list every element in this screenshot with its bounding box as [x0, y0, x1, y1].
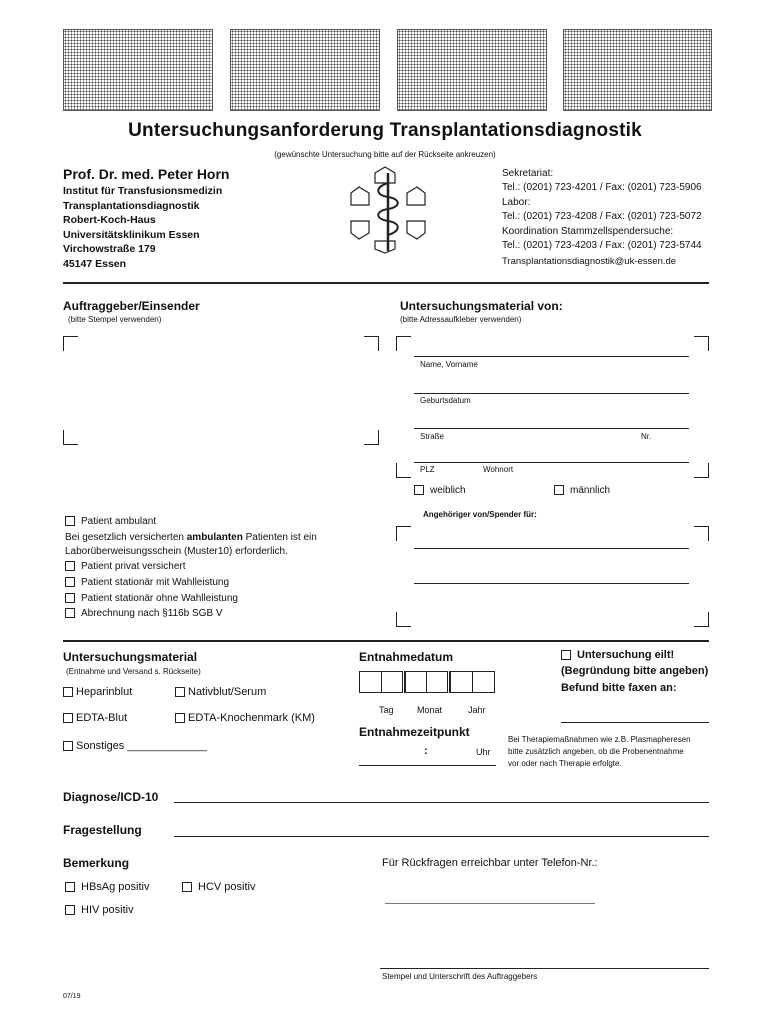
sonstiges-option[interactable]: [63, 740, 207, 752]
contact-line: Sekretariat:: [502, 168, 554, 179]
edta-option[interactable]: [63, 712, 127, 724]
female-label: weiblich: [430, 485, 466, 496]
hcv-label: HCV positiv: [198, 881, 256, 893]
billing-option[interactable]: [65, 608, 223, 619]
billing-note-text: Bei gesetzlich versicherten: [65, 532, 187, 543]
doctor-name: Prof. Dr. med. Peter Horn: [63, 166, 230, 182]
ambulant-option[interactable]: [65, 516, 156, 527]
ambulant-label: Patient ambulant: [81, 516, 157, 527]
date-divider: [472, 671, 473, 693]
divider: [63, 640, 709, 642]
icd-heading: Diagnose/ICD-10: [63, 790, 159, 804]
callback-label: Für Rückfragen erreichbar unter Telefon-Nr.:: [382, 857, 598, 869]
form-version: 07/19: [63, 993, 81, 1000]
billing-option-label: Patient stationär ohne Wahlleistung: [81, 593, 238, 604]
urgent-checkbox[interactable]: [561, 650, 571, 660]
address-line: 45147 Essen: [63, 257, 127, 270]
time-field[interactable]: [359, 765, 496, 766]
address-block: [63, 184, 222, 271]
uhr-label: Uhr: [476, 747, 491, 757]
signature-field[interactable]: [380, 968, 709, 969]
hiv-option[interactable]: [65, 904, 134, 916]
stamp-corner: [364, 430, 379, 445]
contact-line: Koordination Stammzellspendersuche:: [502, 225, 674, 237]
billing-note-line: Laborüberweisungsschein (Muster10) erforderlich.: [65, 546, 288, 557]
edta-km-checkbox[interactable]: [175, 713, 185, 723]
relative-corner: [396, 612, 411, 627]
hbsag-label: HBsAg positiv: [81, 881, 150, 893]
dob-field[interactable]: [414, 393, 689, 394]
urgent-fax: Befund bitte faxen an:: [561, 682, 677, 694]
edta-km-option[interactable]: [175, 712, 315, 724]
heparin-checkbox[interactable]: [63, 687, 73, 697]
plz-label: PLZ: [420, 465, 435, 474]
nativ-checkbox[interactable]: [175, 687, 185, 697]
page-title: Untersuchungsanforderung Transplantationsdiagnostik: [128, 120, 642, 141]
billing-option[interactable]: [65, 593, 238, 604]
label-corner: [396, 336, 411, 351]
hcv-checkbox[interactable]: [182, 882, 192, 892]
barcode-field-3: [397, 29, 547, 111]
remark-heading: Bemerkung: [63, 856, 130, 870]
male-label: männlich: [570, 485, 611, 496]
stamp-corner: [63, 336, 78, 351]
female-checkbox[interactable]: [414, 485, 424, 495]
urgent-label: Untersuchung eilt!: [577, 649, 675, 661]
page-subtitle: (gewünschte Untersuchung bitte auf der Rückseite ankreuzen): [274, 150, 496, 159]
time-colon: :: [424, 745, 428, 757]
label-corner: [694, 336, 709, 351]
therapy-note-line: Bei Therapiemaßnahmen wie z.B. Plasmapheresen: [508, 735, 691, 744]
sender-hint: (bitte Stempel verwenden): [68, 315, 162, 324]
heparin-option[interactable]: [63, 686, 132, 698]
billing-note: [65, 531, 317, 559]
date-divider: [426, 671, 427, 693]
address-line: Institut für Transfusionsmedizin: [63, 185, 223, 197]
hiv-checkbox[interactable]: [65, 905, 75, 915]
relative-label: Angehöriger von/Spender für:: [423, 510, 537, 519]
address-line: Virchowstraße 179: [63, 243, 156, 255]
contact-block: [502, 167, 702, 270]
question-heading: Fragestellung: [63, 823, 142, 837]
material-from-hint: (bitte Adressaufkleber verwenden): [400, 315, 522, 324]
stamp-corner: [63, 430, 78, 445]
label-corner: [396, 463, 411, 478]
fax-field[interactable]: [561, 722, 709, 723]
icd-field[interactable]: [174, 802, 709, 803]
contact-line: Tel.: (0201) 723-4203 / Fax: (0201) 723-5744: [502, 240, 702, 252]
address-line: Universitätsklinikum Essen: [63, 228, 200, 241]
relative-field-1[interactable]: [414, 548, 689, 549]
time-heading: Entnahmezeitpunkt: [359, 725, 470, 739]
edta-label: EDTA-Blut: [76, 712, 128, 724]
clinic-logo-icon: [345, 165, 431, 255]
street-field[interactable]: [414, 428, 689, 429]
nativ-option[interactable]: [175, 686, 266, 698]
sonstiges-label: Sonstiges _____________: [76, 740, 207, 752]
divider: [63, 282, 709, 284]
billing-note-text: Patienten ist ein: [242, 532, 317, 543]
material-hint: (Entnahme und Versand s. Rückseite): [66, 667, 201, 676]
contact-line: Tel.: (0201) 723-4201 / Fax: (0201) 723-5906: [502, 182, 702, 194]
name-label: Name, Vorname: [420, 360, 478, 369]
barcode-field-4: [563, 29, 712, 111]
name-field[interactable]: [414, 356, 689, 357]
day-label: Tag: [379, 705, 394, 715]
ambulant-checkbox[interactable]: [65, 516, 75, 526]
barcode-field-2: [230, 29, 380, 111]
therapy-note-line: vor oder nach Therapie erfolgte.: [508, 759, 622, 768]
contact-email: Transplantationsdiagnostik@uk-essen.de: [502, 256, 677, 268]
edta-checkbox[interactable]: [63, 713, 73, 723]
sender-heading: Auftraggeber/Einsender: [63, 299, 200, 313]
hcv-option[interactable]: [182, 881, 255, 893]
billing-checkbox[interactable]: [65, 608, 75, 618]
nr-label: Nr.: [641, 432, 652, 441]
billing-checkbox[interactable]: [65, 577, 75, 587]
hbsag-option[interactable]: [65, 881, 149, 893]
relative-field-2[interactable]: [414, 583, 689, 584]
billing-option-label: Patient privat versichert: [81, 561, 186, 572]
billing-checkbox[interactable]: [65, 593, 75, 603]
barcode-field-1: [63, 29, 213, 111]
year-label: Jahr: [468, 705, 486, 715]
billing-checkbox[interactable]: [65, 561, 75, 571]
address-line: Robert-Koch-Haus: [63, 214, 156, 226]
stamp-corner: [364, 336, 379, 351]
callback-field[interactable]: [385, 903, 595, 904]
label-corner: [694, 463, 709, 478]
billing-option-label: Patient stationär mit Wahlleistung: [81, 577, 230, 588]
edta-km-label: EDTA-Knochenmark (KM): [188, 712, 315, 724]
address-line: Transplantationsdiagnostik: [63, 199, 200, 212]
nativ-label: Nativblut/Serum: [188, 686, 267, 698]
city-label: Wohnort: [483, 465, 514, 474]
relative-corner: [694, 612, 709, 627]
urgent-reason: (Begründung bitte angeben): [561, 665, 709, 677]
billing-note-bold: ambulanten: [186, 532, 243, 543]
month-label: Monat: [417, 705, 443, 715]
therapy-note-line: bitte zusätzlich angeben, ob die Probenentnahme: [508, 747, 684, 756]
relative-corner: [694, 526, 709, 541]
dob-label: Geburtsdatum: [420, 396, 471, 405]
date-divider: [381, 671, 382, 693]
billing-option[interactable]: [65, 561, 186, 572]
billing-option[interactable]: [65, 577, 229, 588]
contact-line: Labor:: [502, 196, 531, 208]
signature-label: Stempel und Unterschrift des Auftraggebers: [382, 972, 538, 981]
contact-line: Tel.: (0201) 723-4208 / Fax: (0201) 723-5072: [502, 211, 702, 223]
material-heading: Untersuchungsmaterial: [63, 650, 198, 664]
date-heading: Entnahmedatum: [359, 650, 454, 664]
therapy-note: [508, 734, 691, 770]
female-option[interactable]: [414, 485, 466, 496]
street-label: Straße: [420, 432, 445, 441]
relative-corner: [396, 526, 411, 541]
plz-city-field[interactable]: [414, 462, 689, 463]
hbsag-checkbox[interactable]: [65, 882, 75, 892]
billing-option-label: Abrechnung nach §116b SGB V: [81, 608, 223, 619]
sonstiges-checkbox[interactable]: [63, 741, 73, 751]
male-option[interactable]: [554, 485, 610, 496]
male-checkbox[interactable]: [554, 485, 564, 495]
urgent-option[interactable]: [561, 649, 674, 661]
question-field[interactable]: [174, 836, 709, 837]
hiv-label: HIV positiv: [81, 904, 134, 916]
material-from-heading: Untersuchungsmaterial von:: [400, 299, 563, 313]
heparin-label: Heparinblut: [76, 686, 133, 698]
billing-note-line: [65, 531, 317, 545]
